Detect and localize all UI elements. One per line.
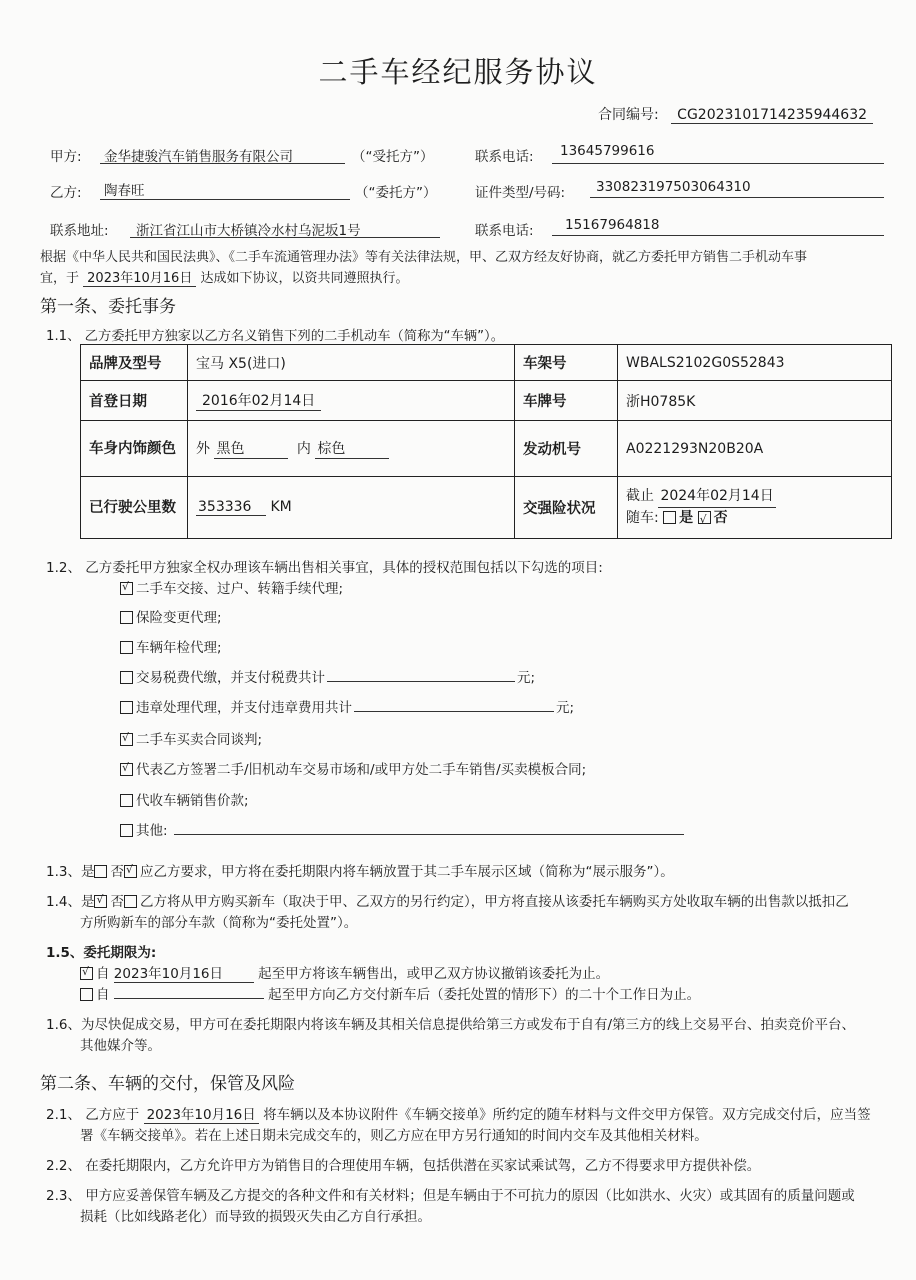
interior-color: 棕色 <box>315 438 389 459</box>
address-phone-label: 联系电话: <box>475 223 534 239</box>
term-1-checkbox[interactable] <box>80 967 93 980</box>
color-label: 车身内饰颜色 <box>81 421 188 477</box>
option-item: √二手车交接、过户、转籍手续代理; <box>120 577 343 597</box>
clause-1-6-cont: 其他媒介等。 <box>80 1038 161 1054</box>
party-a-phone-label: 联系电话: <box>475 149 534 165</box>
plate-label: 车牌号 <box>515 381 618 421</box>
clause-1-2: 1.2、 乙方委托甲方独家全权办理该车辆出售相关事宜，具体的授权范围包括以下勾选的项目: <box>46 560 603 576</box>
brand-value: 宝马 X5(进口) <box>188 345 515 381</box>
clause-1-5-title: 1.5、委托期限为: <box>46 945 157 961</box>
preamble-line-2: 宜，于 2023年10月16日 达成如下协议，以资共同遵照执行。 <box>40 267 408 287</box>
engine-label: 发动机号 <box>515 421 618 477</box>
option-item: 代收车辆销售价款; <box>120 789 249 809</box>
option-item: 交易税费代缴，并支付税费共计 元; <box>120 666 535 686</box>
option-item: 车辆年检代理; <box>120 636 222 656</box>
insurance-yes-checkbox[interactable] <box>663 511 676 524</box>
clause-1-4-cont: 方所购新车的部分车款（简称为“委托处置”）。 <box>80 915 358 931</box>
article-2-heading: 第二条、车辆的交付，保管及风险 <box>40 1074 295 1094</box>
mileage-unit: KM <box>270 499 292 515</box>
party-a-label: 甲方: <box>50 149 82 165</box>
reg-date-label: 首登日期 <box>81 381 188 421</box>
insurance-no-checkbox[interactable] <box>698 511 711 524</box>
vehicle-table: 品牌及型号 宝马 X5(进口) 车架号 WBALS2102G0S52843 首登日期 2016年02月14日 车牌号 浙H0785K 车身内饰颜色 外 黑色 内 棕色 发动机号 A0221293N20B20A 已行驶公里数 353336 KM 交强险状况 截止 2024年02月14日 随车: 是 √ 否 <box>80 344 892 539</box>
term-option-2: 自 起至甲方向乙方交付新车后（委托处置的情形下）的二十个工作日为止。 <box>80 983 700 1003</box>
engine-value: A0221293N20B20A <box>618 421 892 477</box>
preamble-date: 2023年10月16日 <box>83 267 196 287</box>
clause-2-1-cont: 署《车辆交接单》。若在上述日期未完成交车的，则乙方应在甲方另行通知的时间内交车及其他相关材料。 <box>80 1128 708 1144</box>
party-a-role: （“受托方”） <box>352 149 434 165</box>
plate-value: 浙H0785K <box>618 381 892 421</box>
brand-label: 品牌及型号 <box>81 345 188 381</box>
party-a-phone: 13645799616 <box>560 143 655 159</box>
option-checkbox[interactable] <box>120 794 133 807</box>
address-value: 浙江省江山市大桥镇冷水村乌泥坂1号 <box>136 223 361 239</box>
address-phone: 15167964818 <box>565 217 660 233</box>
contract-no <box>598 104 873 124</box>
party-b-role: （“委托方”） <box>355 185 437 201</box>
delivery-date: 2023年10月16日 <box>144 1103 259 1124</box>
page-title: 二手车经纪服务协议 <box>318 55 598 89</box>
option-item: 保险变更代理; <box>120 606 222 626</box>
vin-label: 车架号 <box>515 345 618 381</box>
clause-1-1: 1.1、 乙方委托甲方独家以乙方名义销售下列的二手机动车（简称为“车辆”）。 <box>46 329 504 344</box>
term-2-checkbox[interactable] <box>80 988 93 1001</box>
contract-no-label: 合同编号: <box>598 107 659 123</box>
clause-2-1: 2.1、 乙方应于 2023年10月16日 将车辆以及本协议附件《车辆交接单》所约定的随车材料与文件交甲方保管。双方完成交付后，应当签 <box>46 1103 871 1124</box>
clause-1-6: 1.6、为尽快促成交易，甲方可在委托期限内将该车辆及其相关信息提供给第三方或发布于自有/第三方的线上交易平台、拍卖竞价平台、 <box>46 1017 856 1033</box>
option-checkbox[interactable] <box>120 671 133 684</box>
reg-date-value: 2016年02月14日 <box>196 390 321 411</box>
clause-2-3-cont: 损耗（比如线路老化）而导致的损毁灭失由乙方自行承担。 <box>80 1209 431 1225</box>
clause-2-3: 2.3、 甲方应妥善保管车辆及乙方提交的各种文件和有关材料；但是车辆由于不可抗力的原因（比如洪水、火灾）或其固有的质量问题或 <box>46 1188 855 1204</box>
clause-1-4: 1.4、是√ 否 乙方将从甲方购买新车（取决于甲、乙双方的另行约定），甲方将直接从该委托车辆购买方处收取车辆的出售款以抵扣乙 <box>46 890 849 910</box>
party-b-label: 乙方: <box>50 185 82 201</box>
insurance-label: 交强险状况 <box>515 477 618 539</box>
option-checkbox[interactable] <box>120 824 133 837</box>
party-b-id: 330823197503064310 <box>596 179 751 195</box>
option-item: √二手车买卖合同谈判; <box>120 728 262 748</box>
option-checkbox[interactable] <box>120 763 133 776</box>
insurance-until: 2024年02月14日 <box>658 486 775 508</box>
disposal-no-checkbox[interactable] <box>124 895 137 908</box>
clause-1-3: 1.3、是 否√ 应乙方要求，甲方将在委托期限内将车辆放置于其二手车展示区域（简称为“展示服务”）。 <box>46 860 674 880</box>
vin-value: WBALS2102G0S52843 <box>618 345 892 381</box>
option-checkbox[interactable] <box>120 701 133 714</box>
term-start-date: 2023年10月16日 <box>114 962 254 983</box>
exterior-color: 黑色 <box>214 438 288 459</box>
option-checkbox[interactable] <box>120 611 133 624</box>
article-1-heading: 第一条、委托事务 <box>40 297 176 317</box>
mileage-label: 已行驶公里数 <box>81 477 188 539</box>
option-item: √代表乙方签署二手/旧机动车交易市场和/或甲方处二手车销售/买卖模板合同; <box>120 758 586 778</box>
clause-2-2: 2.2、 在委托期限内，乙方允许甲方为销售目的合理使用车辆，包括供潜在买家试乘试驾，乙方不得要求甲方提供补偿。 <box>46 1158 761 1174</box>
option-checkbox[interactable] <box>120 582 133 595</box>
party-a-name: 金华捷骏汽车销售服务有限公司 <box>104 149 293 165</box>
party-b-name: 陶春旺 <box>104 183 145 199</box>
option-item: 违章处理代理，并支付违章费用共计 元; <box>120 696 574 716</box>
contract-no-value: CG2023101714235944632 <box>671 107 873 124</box>
option-item: 其他: <box>120 819 684 839</box>
address-label: 联系地址: <box>50 223 109 239</box>
display-no-checkbox[interactable] <box>124 865 137 878</box>
preamble-line-1: 根据《中华人民共和国民法典》、《二手车流通管理办法》等有关法律法规，甲、乙双方经友好协商，就乙方委托甲方销售二手机动车事 <box>40 250 808 265</box>
mileage-value: 353336 <box>196 499 266 516</box>
option-checkbox[interactable] <box>120 641 133 654</box>
term-option-1: √自 2023年10月16日 起至甲方将该车辆售出，或甲乙双方协议撤销该委托为止。 <box>80 962 609 983</box>
display-yes-checkbox[interactable] <box>94 865 107 878</box>
disposal-yes-checkbox[interactable] <box>94 895 107 908</box>
option-checkbox[interactable] <box>120 733 133 746</box>
party-b-id-label: 证件类型/号码: <box>475 185 566 201</box>
